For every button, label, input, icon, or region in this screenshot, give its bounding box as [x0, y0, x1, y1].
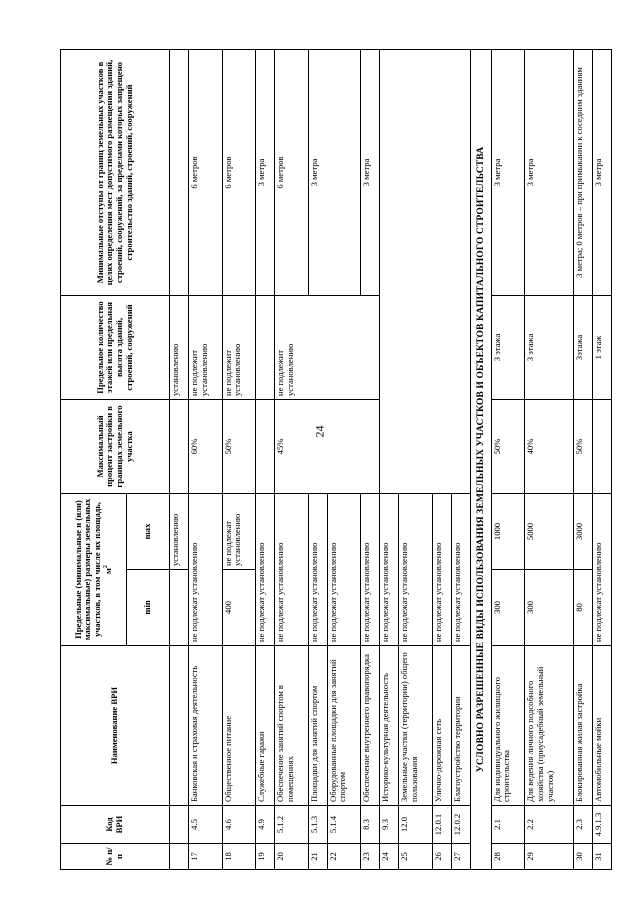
- cell-code: 5.1.4: [327, 806, 361, 844]
- cell-num: 30: [573, 844, 592, 870]
- cell-size: не подлежат установлению: [452, 494, 471, 646]
- cell-num: 26: [433, 844, 452, 870]
- cell-size: не подлежат установлению: [592, 494, 611, 646]
- cell-name: Общественное питание: [222, 646, 256, 806]
- cell-code: 9.3: [380, 806, 399, 844]
- cell-floors: установлению: [170, 296, 189, 400]
- cell-name: Банковская и страховая деятельность: [189, 646, 223, 806]
- continuation-row: [170, 50, 189, 870]
- cell-num: 18: [222, 844, 256, 870]
- header-size: Предельные (минимальные и (или) максимальные) размеры земельных участков, в том числе их площадь, $м^2$: [61, 494, 127, 646]
- cell-setback: 3 метра: [308, 50, 361, 296]
- cell-num: 25: [399, 844, 433, 870]
- cell-num: 31: [592, 844, 611, 870]
- cell-size: не подлежат установлению: [308, 494, 327, 646]
- cell-code: 4.9: [256, 806, 275, 844]
- cell-code: 8.3: [361, 806, 380, 844]
- cell-percent: 60%: [189, 400, 223, 494]
- cell-code: 12.0.2: [452, 806, 471, 844]
- cell-num: 17: [189, 844, 223, 870]
- table-row: [592, 50, 611, 870]
- cell-code: 12.0.1: [433, 806, 452, 844]
- cell-num: 27: [452, 844, 471, 870]
- cell-code: 5.1.2: [275, 806, 309, 844]
- table-row: [380, 50, 399, 870]
- cell-code: 2.1: [491, 806, 525, 844]
- cell-max: 1000: [491, 494, 525, 570]
- cell-size: не подлежат установлению: [327, 494, 361, 646]
- cell-size: не подлежат установлению: [361, 494, 380, 646]
- header-floors: Предельное количество этажей или предельная высота зданий, строений, сооружений: [61, 296, 170, 400]
- cell-name: Служебные гаражи: [256, 646, 275, 806]
- cell-percent: 50%: [222, 400, 256, 494]
- cell-size: не подлежат установлению: [275, 494, 309, 646]
- cell-num: 19: [256, 844, 275, 870]
- cell-max: 5000: [525, 494, 573, 570]
- table-row: [525, 50, 573, 870]
- cell-num: 22: [327, 844, 361, 870]
- header-code: Код ВРИ: [61, 806, 170, 844]
- table-row: [275, 50, 309, 870]
- cell-percent: 50%: [573, 400, 592, 494]
- header-percent: Максимальный процент застройки в границах земельного участка: [61, 400, 170, 494]
- cell-floors: 3 этажа: [491, 296, 525, 400]
- cell-num: 24: [380, 844, 399, 870]
- cell-code: 4.9.1.3: [592, 806, 611, 844]
- cell-num: 20: [275, 844, 309, 870]
- cell-num: 28: [491, 844, 525, 870]
- section-title: УСЛОВНО РАЗРЕШЕННЫЕ ВИДЫ ИСПОЛЬЗОВАНИЯ ЗЕМЕЛЬНЫХ УЧАСТКОВ И ОБЪЕКТОВ КАПИТАЛЬНОГО СТРОИТЕЛЬСТВА: [471, 50, 492, 870]
- cell-setback: 3 метра: [592, 50, 611, 296]
- cell-floors: 3 этажа: [525, 296, 573, 400]
- cell-percent: 50%: [491, 400, 525, 494]
- land-use-table: [60, 49, 612, 870]
- cell-name: Земельные участки (территории) общего пользования: [399, 646, 433, 806]
- cell-floors: 1 этаж: [592, 296, 611, 400]
- rotated-table-container: [60, 50, 603, 870]
- cell-name: Для ведения личного подсобного хозяйства (приусадебный земельный участок): [525, 646, 573, 806]
- table-row: [256, 50, 275, 870]
- cell-code: 4.5: [189, 806, 223, 844]
- cell-min: 80: [573, 570, 592, 646]
- cell-min: 300: [491, 570, 525, 646]
- cell-setback: 3 метра: [256, 50, 275, 296]
- header-setback: Минимальные отступы от границ земельных участков в целях определения мест допустимого размещения зданий, строений, сооружений, за пределами которых запрещено строительство зданий, строений, сооружений: [61, 50, 170, 296]
- cell-name: Площадки для занятий спортом: [308, 646, 327, 806]
- cell-name: Обеспечение занятий спортом в помещениях: [275, 646, 309, 806]
- cell-code: 12.0: [399, 806, 433, 844]
- header-max: max: [127, 494, 170, 570]
- cell-size: не подлежат установлению: [433, 494, 452, 646]
- cell-name: Блокированная жилая застройка: [573, 646, 592, 806]
- cell-name: Оборудованные площадки для занятий спортом: [327, 646, 361, 806]
- table-row: [189, 50, 223, 870]
- cell-num: 29: [525, 844, 573, 870]
- cell-size: не подлежат установлению: [256, 494, 275, 646]
- cell-name: Благоустройство территории: [452, 646, 471, 806]
- cell-max: установлению: [170, 494, 189, 570]
- cell-max: не подлежат установлению: [222, 494, 256, 570]
- cell-floors: не подлежит установлению: [222, 296, 256, 400]
- cell-setback: 3 метра: [491, 50, 525, 296]
- cell-floors: не подлежит установлению: [189, 296, 223, 400]
- cell-name: Улично-дорожная сеть: [433, 646, 452, 806]
- cell-percent: 45%: [275, 400, 380, 494]
- table-row: [222, 50, 256, 870]
- cell-setback: 3 метра: [361, 50, 380, 296]
- cell-floors: не подлежит установлению: [275, 296, 380, 400]
- cell-name: Для индивидуального жилищного строительства: [491, 646, 525, 806]
- cell-name: Обеспечение внутреннего правопорядка: [361, 646, 380, 806]
- cell-size: не подлежат установлению: [380, 494, 399, 646]
- cell-setback: 6 метров: [189, 50, 223, 296]
- cell-size: не подлежат установлению: [399, 494, 433, 646]
- cell-size: не подлежат установлению: [189, 494, 223, 646]
- table-row: [491, 50, 525, 870]
- cell-setback: 3 метра; 0 метров – при примыкании к соседним зданиям: [573, 50, 592, 296]
- cell-num: 21: [308, 844, 327, 870]
- cell-num: 23: [361, 844, 380, 870]
- header-name: Наименование ВРИ: [61, 646, 170, 806]
- cell-min: 300: [525, 570, 573, 646]
- cell-setback: 6 метров: [275, 50, 309, 296]
- cell-percent: 40%: [525, 400, 573, 494]
- cell-min: 400: [222, 570, 256, 646]
- cell-max: 3000: [573, 494, 592, 570]
- header-num: № п/п: [61, 844, 170, 870]
- cell-code: 2.3: [573, 806, 592, 844]
- header-min: min: [127, 570, 170, 646]
- cell-setback: 6 метров: [222, 50, 256, 296]
- cell-name: Историко-культурная деятельность: [380, 646, 399, 806]
- cell-code: 4.6: [222, 806, 256, 844]
- page-number: 24: [312, 425, 327, 438]
- cell-name: Автомобильные мойки: [592, 646, 611, 806]
- table-row: [573, 50, 592, 870]
- cell-code: 2.2: [525, 806, 573, 844]
- cell-floors: 3этажа: [573, 296, 592, 400]
- section-header-row: [471, 50, 492, 870]
- cell-code: 5.1.3: [308, 806, 327, 844]
- cell-setback: 3 метра: [525, 50, 573, 296]
